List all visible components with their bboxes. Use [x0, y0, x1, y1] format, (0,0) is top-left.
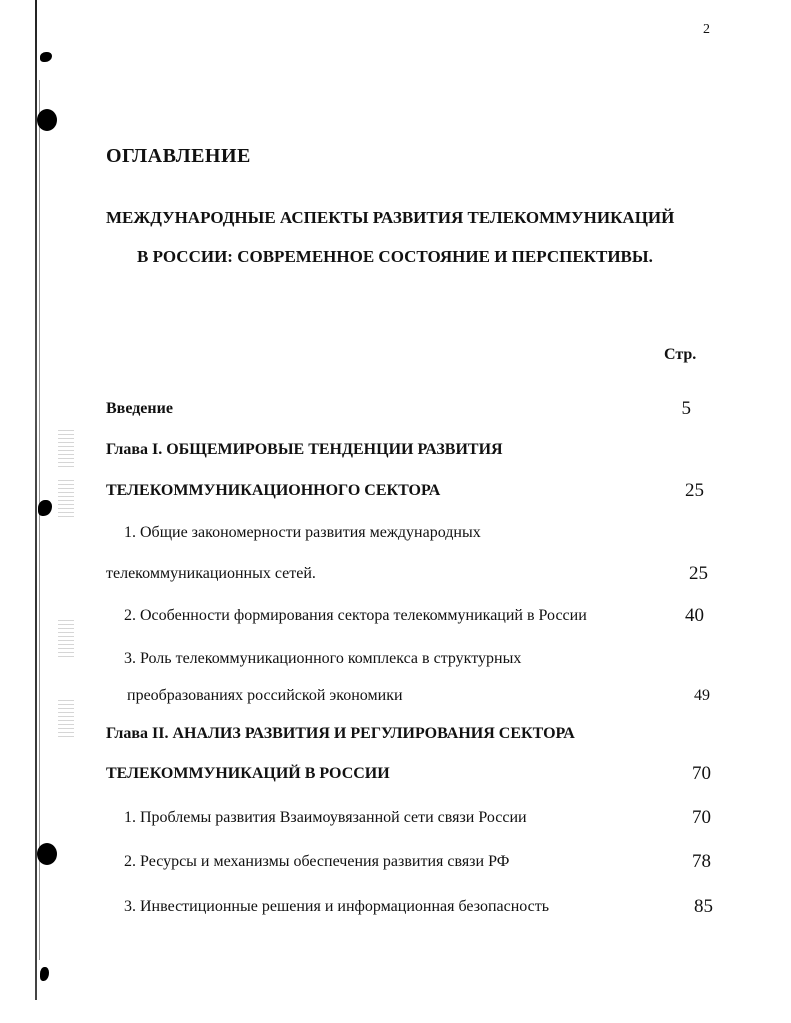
toc-ch1-section-1-page: 25 [689, 563, 708, 584]
toc-ch2-section-2-page: 78 [692, 851, 711, 872]
toc-ch1-section-2-page: 40 [685, 605, 704, 626]
page-title: ОГЛАВЛЕНИЕ [106, 145, 251, 167]
toc-ch2-section-1-page: 70 [692, 807, 711, 828]
scan-noise [58, 430, 74, 470]
toc-ch1-section-3-line-1: 3. Роль телекоммуникационного комплекса в структурных [124, 650, 522, 667]
toc-chapter-2-page: 70 [692, 763, 711, 784]
toc-ch1-section-2: 2. Особенности формирования сектора телекоммуникаций в России [124, 607, 587, 624]
toc-intro-page: 5 [681, 398, 691, 419]
scan-noise [58, 700, 74, 740]
toc-chapter-1-page: 25 [685, 480, 704, 501]
binding-edge-shadow [39, 80, 40, 960]
punch-hole-top [37, 109, 57, 131]
toc-ch1-section-3-page: 49 [694, 687, 710, 704]
scan-mark [38, 500, 52, 516]
scan-mark [40, 52, 52, 62]
scan-noise [58, 480, 74, 520]
page-number: 2 [703, 22, 710, 37]
toc-intro-label: Введение [106, 400, 173, 417]
scan-noise [58, 620, 74, 660]
toc-ch1-section-3-line-2: преобразованиях российской экономики [127, 687, 403, 704]
toc-chapter-1-line-2: ТЕЛЕКОММУНИКАЦИОННОГО СЕКТОРА [106, 482, 441, 499]
toc-ch2-section-2: 2. Ресурсы и механизмы обеспечения развития связи РФ [124, 853, 510, 870]
toc-ch1-section-1-line-1: 1. Общие закономерности развития международных [124, 524, 481, 541]
toc-ch2-section-1: 1. Проблемы развития Взаимоувязанной сети связи России [124, 809, 527, 826]
toc-ch1-section-1-line-2: телекоммуникационных сетей. [106, 565, 316, 582]
work-title-line-2: В РОССИИ: СОВРЕМЕННОЕ СОСТОЯНИЕ И ПЕРСПЕКТИВЫ. [137, 247, 653, 266]
toc-chapter-2-line-2: ТЕЛЕКОММУНИКАЦИЙ В РОССИИ [106, 765, 390, 782]
scan-mark [40, 967, 49, 981]
page-column-label: Стр. [664, 346, 697, 363]
punch-hole-bottom [37, 843, 57, 865]
work-title-line-1: МЕЖДУНАРОДНЫЕ АСПЕКТЫ РАЗВИТИЯ ТЕЛЕКОММУНИКАЦИЙ [106, 208, 675, 227]
toc-ch2-section-3: 3. Инвестиционные решения и информационная безопасность [124, 898, 550, 915]
toc-chapter-1-line-1: Глава I. ОБЩЕМИРОВЫЕ ТЕНДЕНЦИИ РАЗВИТИЯ [106, 441, 503, 458]
toc-ch2-section-3-page: 85 [694, 896, 713, 917]
toc-chapter-2-line-1: Глава II. АНАЛИЗ РАЗВИТИЯ И РЕГУЛИРОВАНИЯ СЕКТОРА [106, 725, 575, 742]
